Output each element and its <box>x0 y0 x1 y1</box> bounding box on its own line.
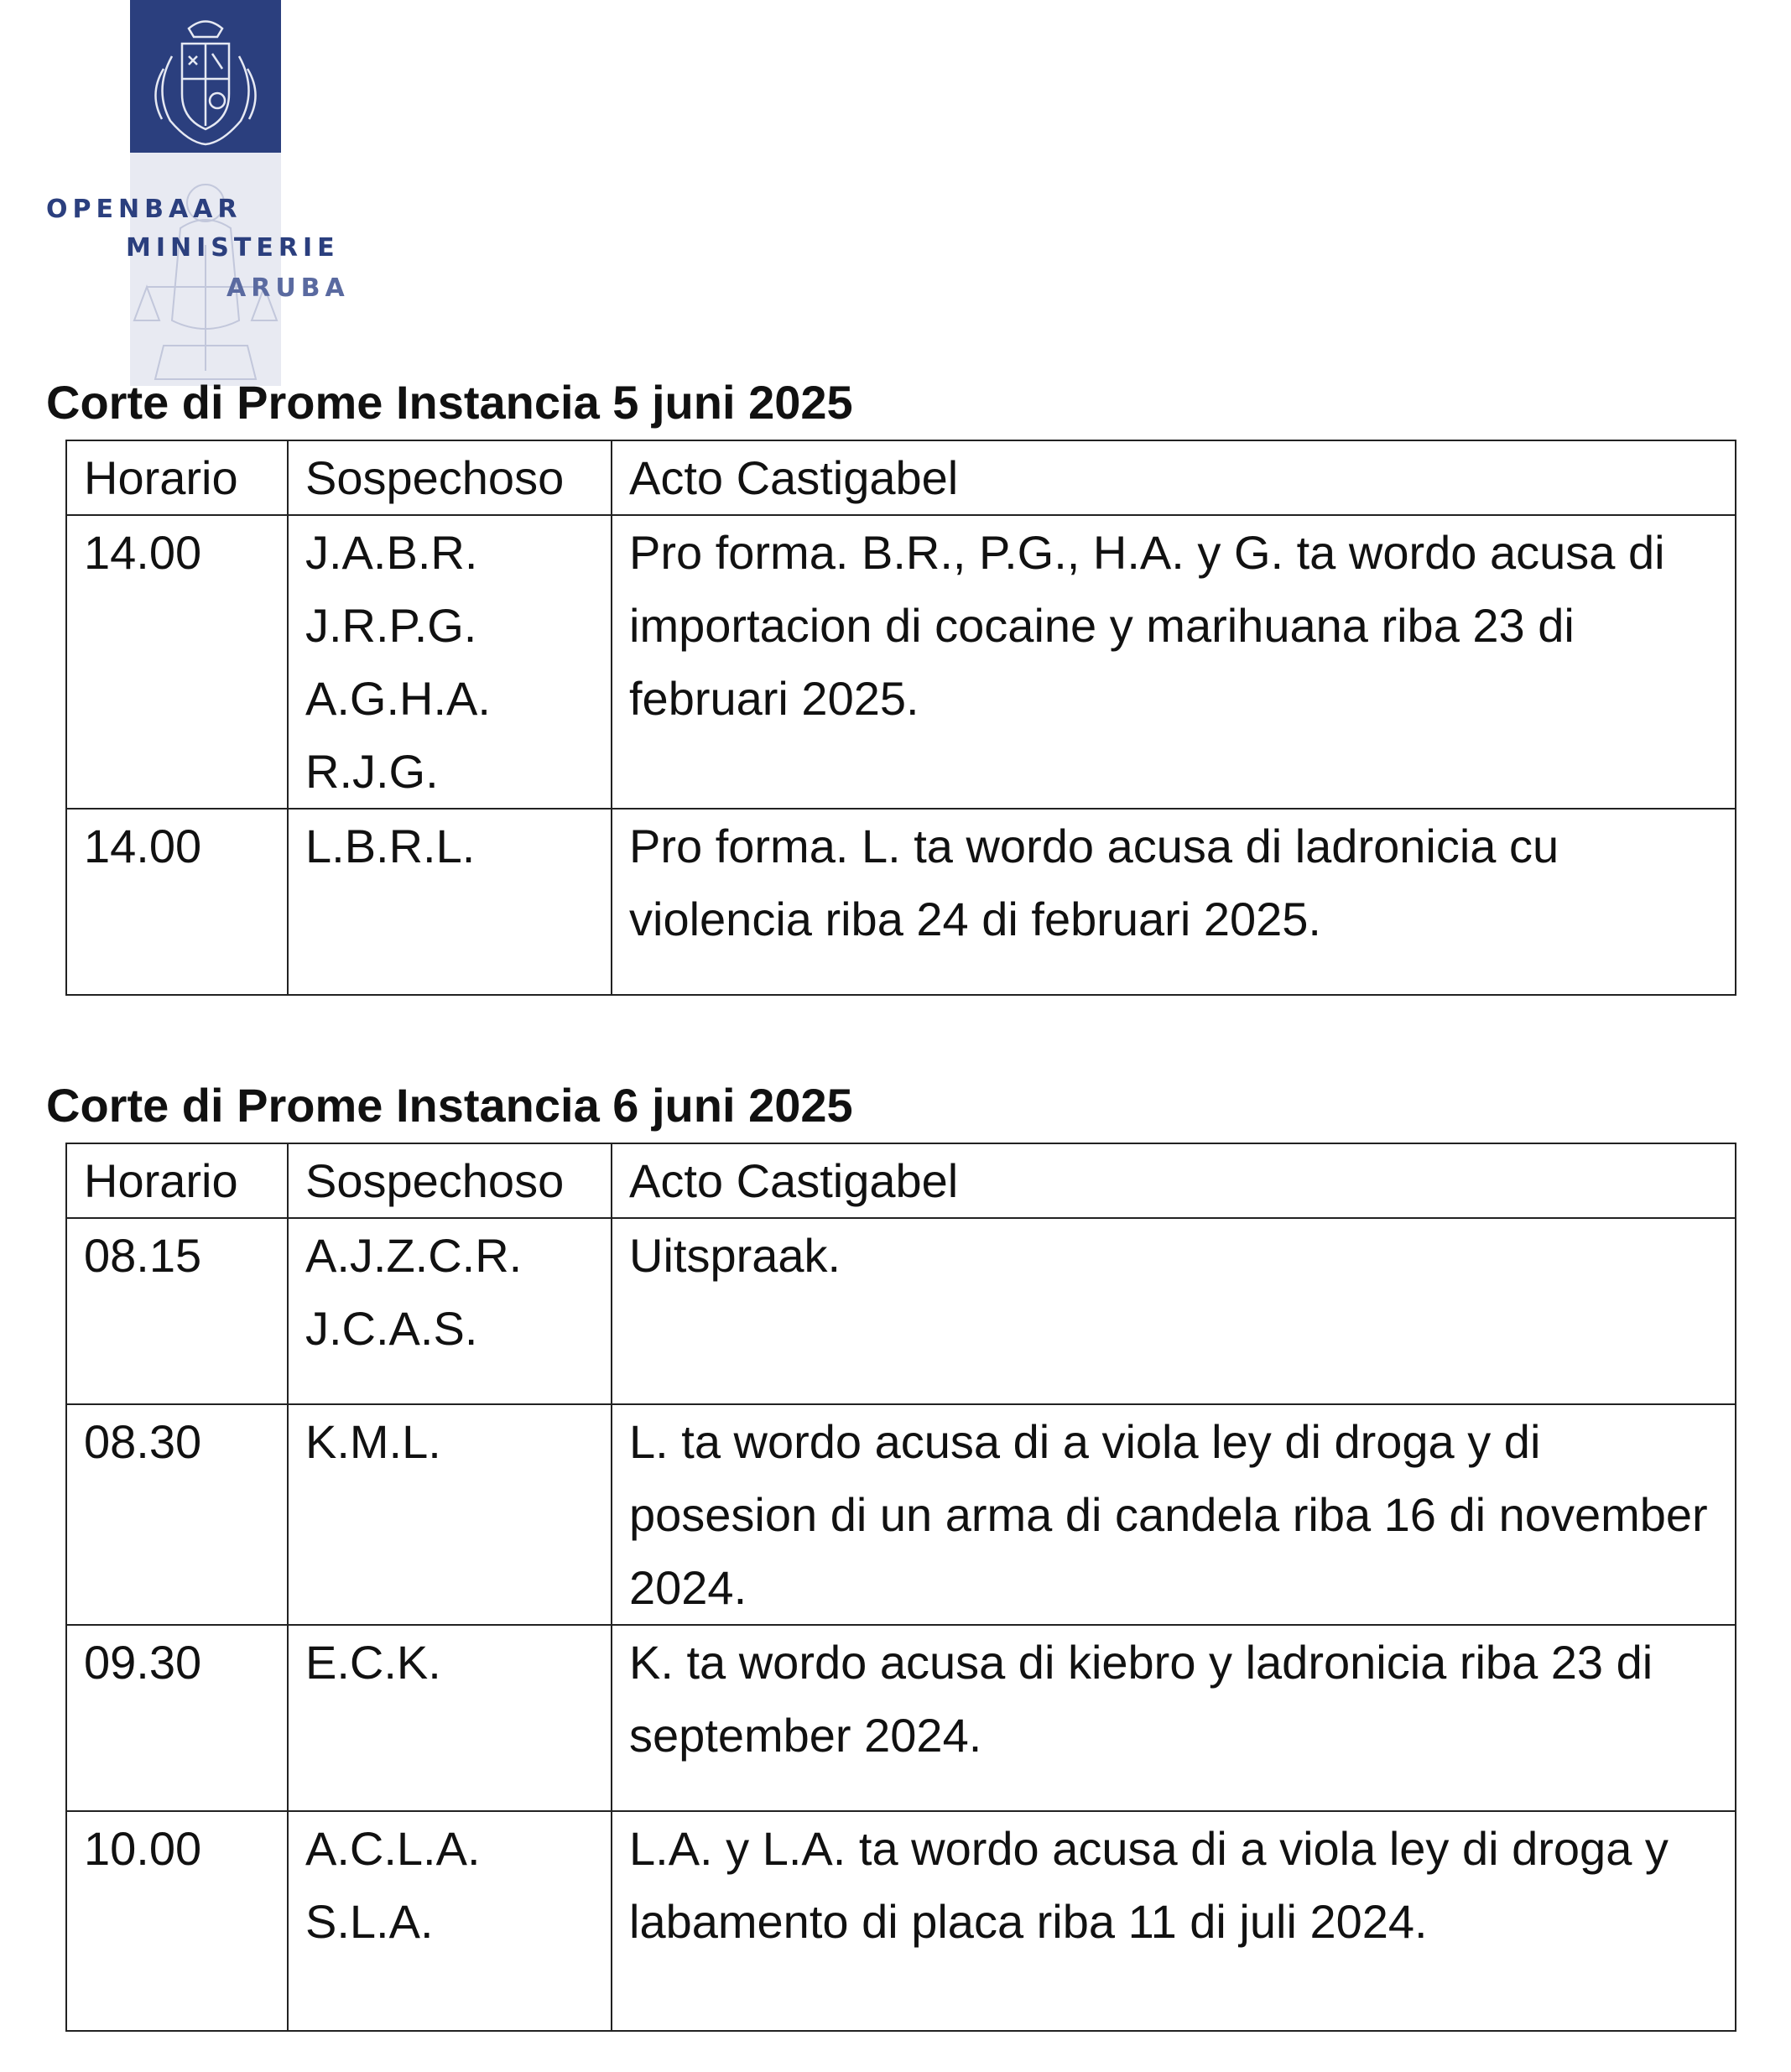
cell-suspects <box>288 1625 612 1811</box>
header-suspect: Sospechoso <box>288 440 612 515</box>
cell-offense: L. ta wordo acusa di a viola ley di droga y di posesion di un arma di candela riba 16 di november 2024. <box>612 1404 1736 1625</box>
suspect-initials: L.B.R.L. <box>305 820 476 872</box>
cell-time: 10.00 <box>66 1811 288 2031</box>
cell-offense: L.A. y L.A. ta wordo acusa di a viola ley di droga y labamento di placa riba 11 di juli 2024. <box>612 1811 1736 2031</box>
cell-offense: Uitspraak. <box>612 1218 1736 1404</box>
logo-text-ministerie: MINISTERIE <box>126 233 340 263</box>
header-time: Horario <box>66 1143 288 1218</box>
suspect-initials: R.J.G. <box>305 745 439 798</box>
header-suspect: Sospechoso <box>288 1143 612 1218</box>
cell-suspects <box>288 809 612 995</box>
suspect-initials: A.G.H.A. <box>305 672 491 725</box>
openbaar-ministerie-logo <box>46 0 382 386</box>
suspect-initials: E.C.K. <box>305 1636 441 1689</box>
cell-time: 09.30 <box>66 1625 288 1811</box>
logo-text-aruba: ARUBA <box>226 273 350 303</box>
section-title: Corte di Prome Instancia 5 juni 2025 <box>46 376 853 429</box>
suspect-initials: A.C.L.A. <box>305 1822 481 1875</box>
table-row <box>66 515 1736 809</box>
cell-offense: Pro forma. L. ta wordo acusa di ladronicia cu violencia riba 24 di februari 2025. <box>612 809 1736 995</box>
suspect-initials: S.L.A. <box>305 1895 434 1948</box>
table-row <box>66 1811 1736 2031</box>
suspect-initials: K.M.L. <box>305 1415 441 1468</box>
schedule-table <box>65 440 1736 996</box>
header-offense: Acto Castigabel <box>612 1143 1736 1218</box>
cell-time: 14.00 <box>66 809 288 995</box>
table-header-row <box>66 1143 1736 1218</box>
cell-suspects <box>288 1404 612 1625</box>
suspect-initials: J.R.P.G. <box>305 599 477 652</box>
logo-faded-panel <box>130 153 281 386</box>
table-row <box>66 1625 1736 1811</box>
logo-text-openbaar: OPENBAAR <box>46 195 242 224</box>
header-offense: Acto Castigabel <box>612 440 1736 515</box>
cell-time: 08.30 <box>66 1404 288 1625</box>
table-row <box>66 1218 1736 1404</box>
suspect-initials: J.A.B.R. <box>305 526 478 579</box>
table-row <box>66 809 1736 995</box>
schedule-table <box>65 1143 1736 2032</box>
cell-suspects <box>288 1811 612 2031</box>
suspect-initials: J.C.A.S. <box>305 1302 478 1355</box>
cell-offense: K. ta wordo acusa di kiebro y ladronicia riba 23 di september 2024. <box>612 1625 1736 1811</box>
cell-time: 14.00 <box>66 515 288 809</box>
cell-offense: Pro forma. B.R., P.G., H.A. y G. ta wordo acusa di importacion di cocaine y marihuana riba 23 di februari 2025. <box>612 515 1736 809</box>
justice-watermark-icon <box>130 153 281 386</box>
table-row <box>66 1404 1736 1625</box>
coat-of-arms-icon <box>130 10 281 153</box>
cell-suspects <box>288 1218 612 1404</box>
section-title: Corte di Prome Instancia 6 juni 2025 <box>46 1079 853 1132</box>
suspect-initials: A.J.Z.C.R. <box>305 1229 523 1282</box>
header-time: Horario <box>66 440 288 515</box>
cell-suspects <box>288 515 612 809</box>
table-header-row <box>66 440 1736 515</box>
cell-time: 08.15 <box>66 1218 288 1404</box>
